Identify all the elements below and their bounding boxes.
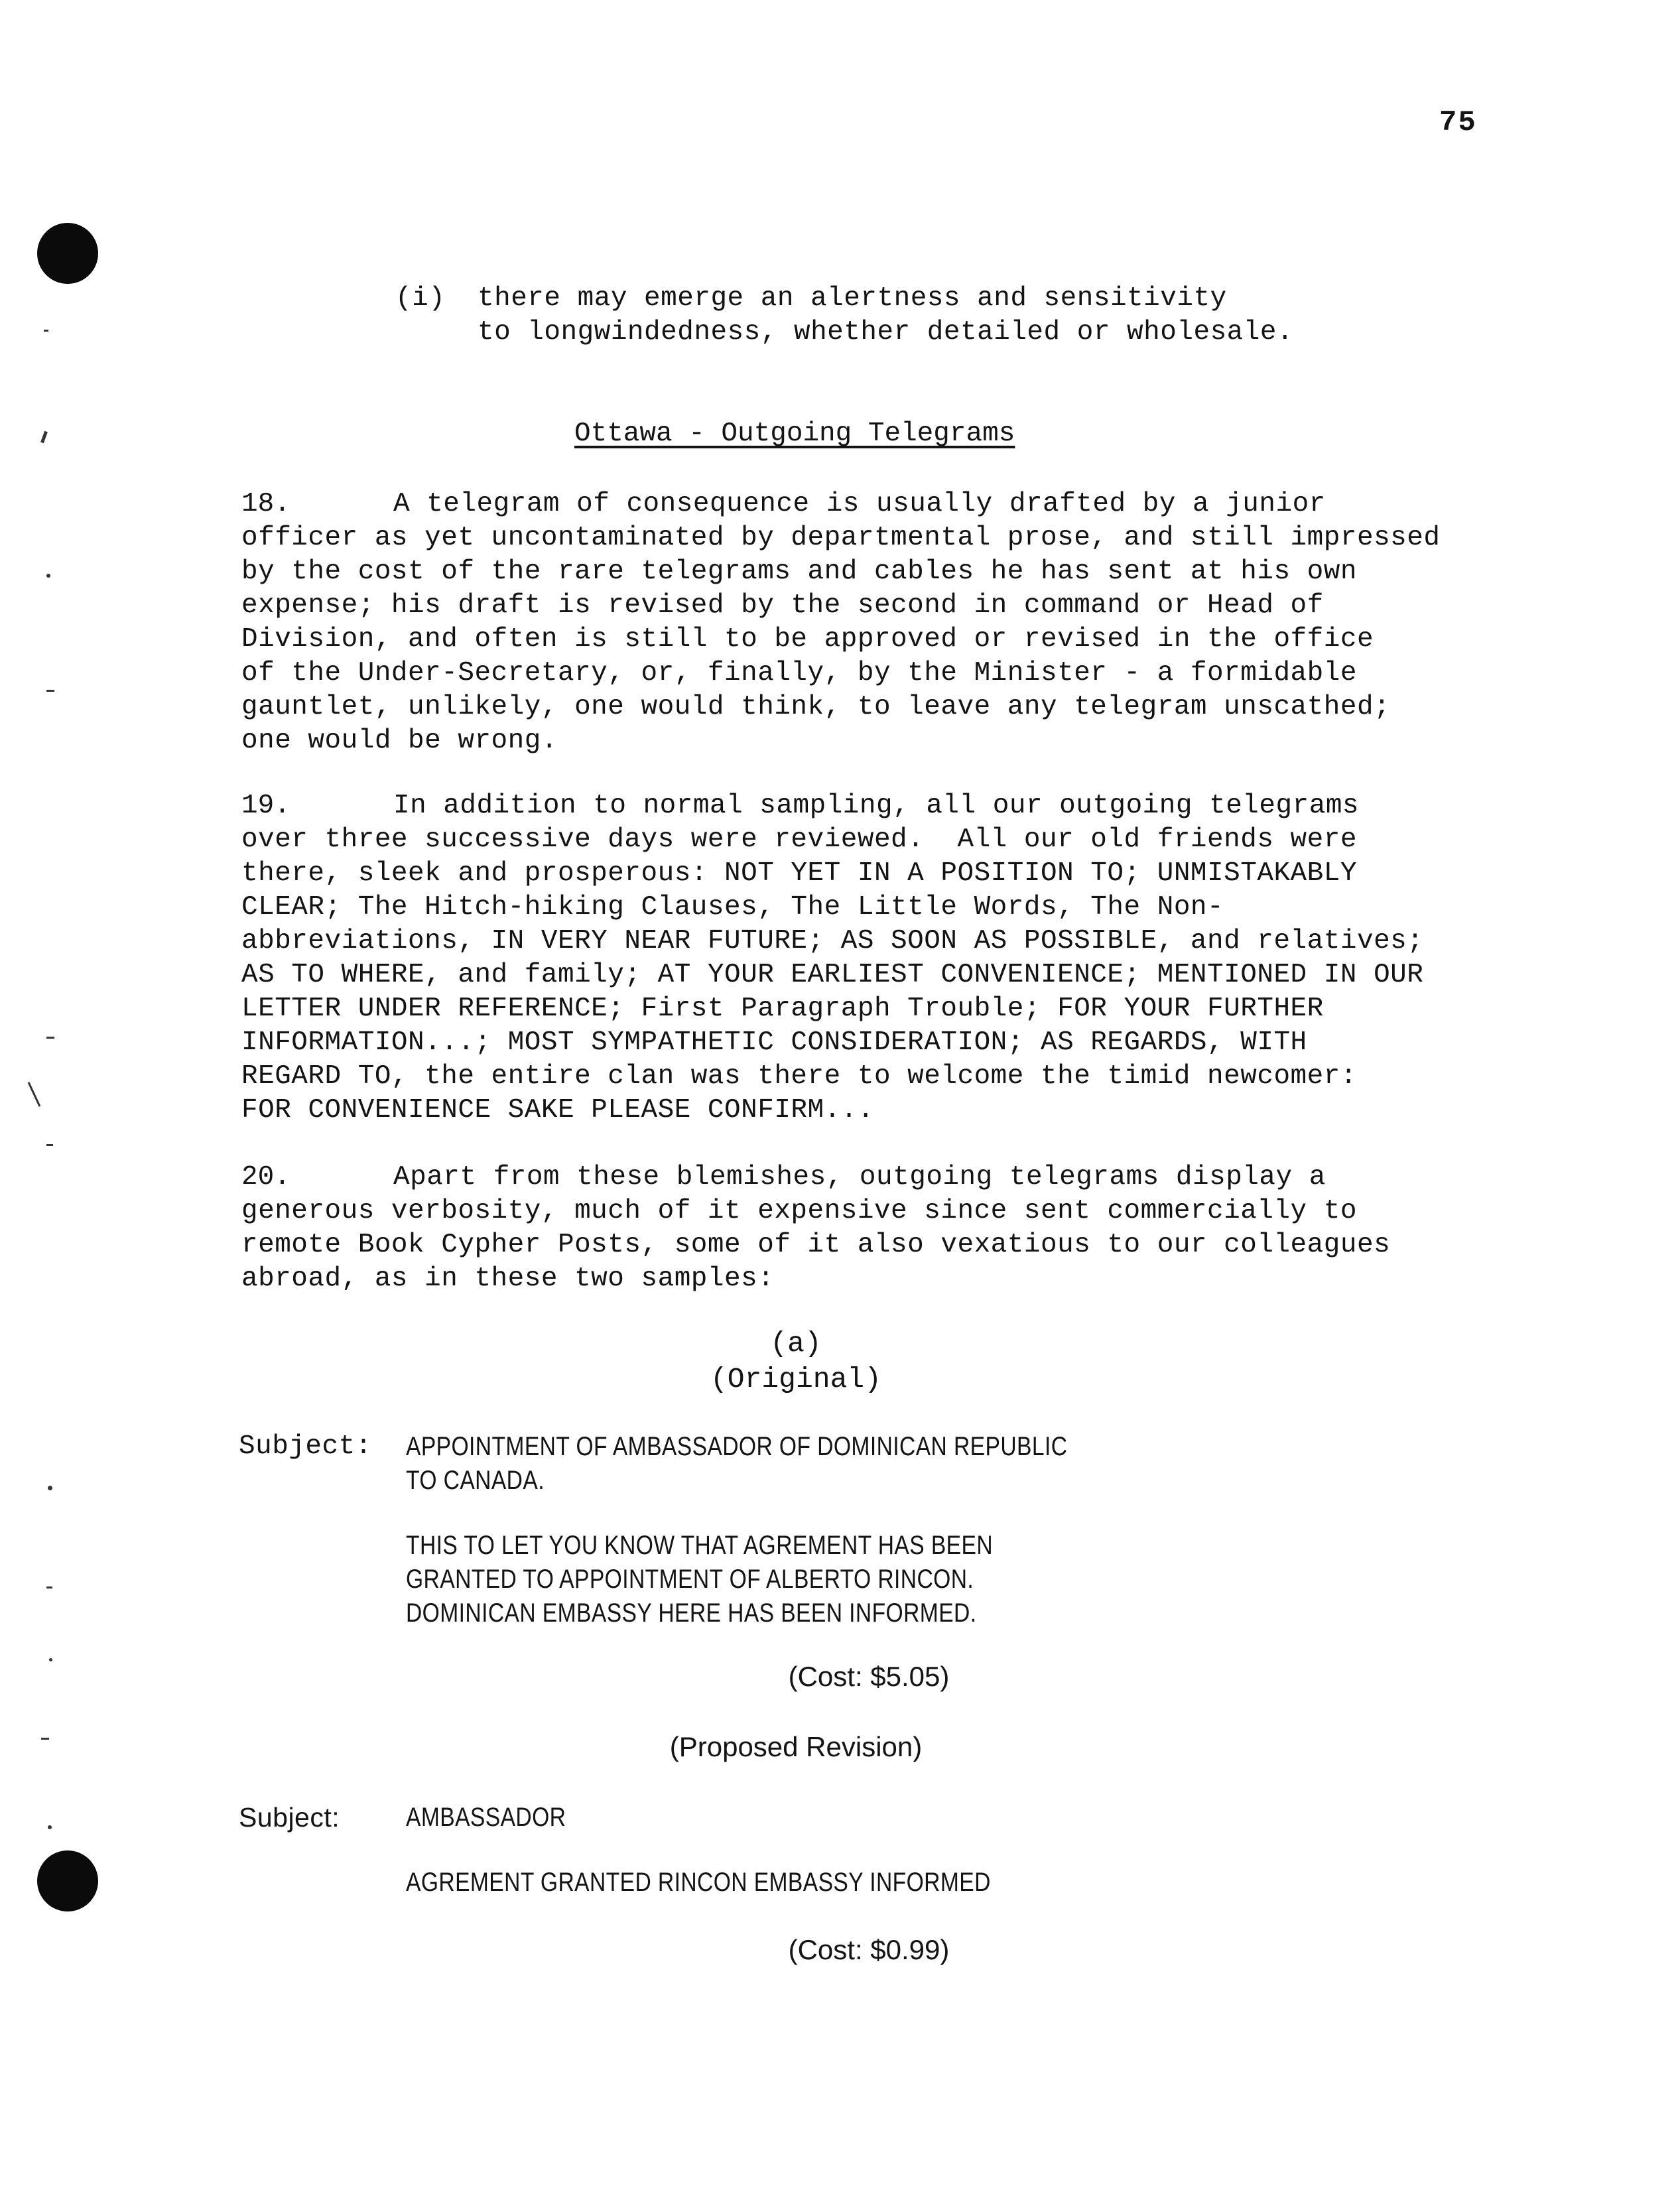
paragraph-line: by the cost of the rare telegrams and cables he has sent at his own — [241, 556, 1357, 587]
paragraph-line: remote Book Cypher Posts, some of it also vexatious to our colleagues — [241, 1230, 1391, 1260]
telegram-body-line: THIS TO LET YOU KNOW THAT AGREMENT HAS BEEN — [406, 1531, 994, 1560]
paragraph-line: abroad, as in these two samples: — [241, 1263, 775, 1294]
margin-speck — [48, 1825, 52, 1829]
margin-mark — [41, 1738, 49, 1740]
paragraph-line: of the Under-Secretary, or, finally, by the Minister - a formidable — [241, 658, 1357, 688]
margin-mark — [46, 1144, 53, 1146]
section-heading: Ottawa - Outgoing Telegrams — [574, 419, 1015, 449]
sample-label: (a) — [770, 1327, 822, 1360]
paragraph-line: generous verbosity, much of it expensive since sent commercially to — [241, 1196, 1357, 1226]
margin-mark — [46, 1037, 54, 1039]
telegram-body-line: DOMINICAN EMBASSY HERE HAS BEEN INFORMED. — [406, 1598, 977, 1628]
margin-mark — [44, 330, 48, 332]
paragraph-line: officer as yet uncontaminated by departmental prose, and still impressed — [241, 523, 1441, 553]
paragraph-line: one would be wrong. — [241, 726, 558, 756]
paragraph-number: 18. — [241, 489, 291, 519]
paragraph-line: expense; his draft is revised by the second in command or Head of — [241, 590, 1324, 621]
paragraph-line: FOR CONVENIENCE SAKE PLEASE CONFIRM... — [241, 1095, 874, 1126]
original-label: (Original) — [710, 1363, 882, 1395]
margin-mark — [40, 431, 48, 444]
revision-body: AGREMENT GRANTED RINCON EMBASSY INFORMED — [406, 1868, 991, 1897]
paragraph-number: 20. — [241, 1162, 291, 1193]
punch-hole-top — [37, 223, 98, 284]
paragraph-line: A telegram of consequence is usually drafted by a junior — [393, 489, 1326, 519]
margin-speck — [48, 1486, 52, 1490]
paragraph-line: over three successive days were reviewed. All our old friends were — [241, 824, 1357, 855]
paragraph-line: abbreviations, IN VERY NEAR FUTURE; AS SOON AS POSSIBLE, and relatives; — [241, 926, 1424, 956]
telegram-body-line: GRANTED TO APPOINTMENT OF ALBERTO RINCON. — [406, 1565, 974, 1594]
original-cost: (Cost: $5.05) — [788, 1661, 950, 1692]
paragraph-line: Apart from these blemishes, outgoing telegrams display a — [393, 1162, 1326, 1193]
paragraph-line: REGARD TO, the entire clan was there to welcome the timid newcomer: — [241, 1061, 1357, 1092]
paragraph-line: INFORMATION...; MOST SYMPATHETIC CONSIDERATION; AS REGARDS, WITH — [241, 1027, 1307, 1058]
revision-subject: AMBASSADOR — [406, 1803, 566, 1832]
paragraph-line: gauntlet, unlikely, one would think, to leave any telegram unscathed; — [241, 692, 1391, 722]
revision-cost: (Cost: $0.99) — [788, 1934, 950, 1965]
revision-label: (Proposed Revision) — [669, 1731, 923, 1762]
item-i-line: there may emerge an alertness and sensitivity — [478, 283, 1227, 314]
page-number: 75 — [1439, 106, 1477, 139]
margin-mark — [28, 1082, 41, 1107]
paragraph-line: LETTER UNDER REFERENCE; First Paragraph Trouble; FOR YOUR FURTHER — [241, 994, 1324, 1024]
margin-speck — [49, 1658, 52, 1661]
item-i-line: to longwindedness, whether detailed or wholesale. — [478, 317, 1294, 348]
paragraph-line: CLEAR; The Hitch-hiking Clauses, The Little Words, The Non- — [241, 892, 1224, 923]
paragraph-line: AS TO WHERE, and family; AT YOUR EARLIEST CONVENIENCE; MENTIONED IN OUR — [241, 960, 1424, 990]
item-i-label: (i) — [395, 283, 446, 314]
paragraph-line: Division, and often is still to be approved or revised in the office — [241, 624, 1374, 655]
paragraph-line: there, sleek and prosperous: NOT YET IN A POSITION TO; UNMISTAKABLY — [241, 858, 1357, 889]
paragraph-number: 19. — [241, 791, 291, 821]
subject-line: TO CANADA. — [406, 1466, 545, 1495]
subject-label: Subject: — [239, 1431, 372, 1462]
margin-mark — [46, 1586, 52, 1588]
margin-speck — [46, 574, 50, 578]
margin-mark — [46, 690, 54, 692]
subject-line: APPOINTMENT OF AMBASSADOR OF DOMINICAN REPUBLIC — [406, 1432, 1068, 1461]
revision-subject-label: Subject: — [239, 1802, 340, 1833]
punch-hole-bottom — [37, 1850, 98, 1911]
paragraph-line: In addition to normal sampling, all our outgoing telegrams — [393, 791, 1360, 821]
